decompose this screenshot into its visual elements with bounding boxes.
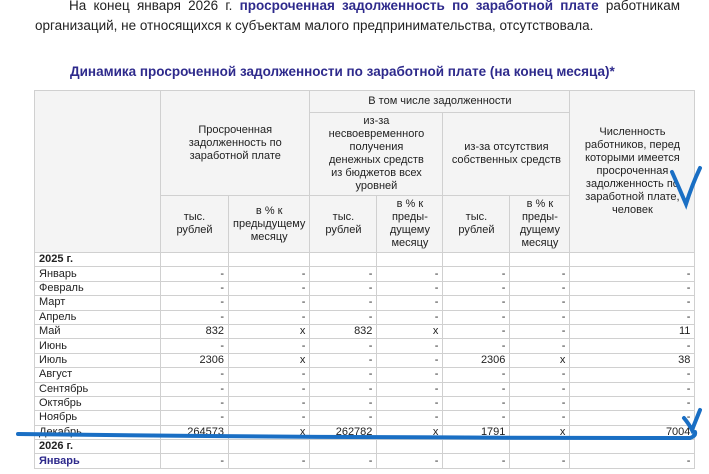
table-cell: - [570,368,695,382]
table-cell: - [510,396,570,410]
table-cell: - [510,382,570,396]
row-label: Январь [35,267,161,281]
table-cell: - [161,454,229,468]
table-cell: - [570,296,695,310]
intro-highlight: просроченная задолженность по заработной плате [239,0,599,13]
table-cell: - [510,411,570,425]
table-cell: 264573 [161,425,229,439]
table-cell: 262782 [310,425,377,439]
row-label: Сентябрь [35,382,161,396]
table-cell: - [443,339,510,353]
row-label: Май [35,324,161,338]
table-cell: - [161,396,229,410]
table-cell: 38 [570,353,695,367]
row-label: Ноябрь [35,411,161,425]
table-cell: - [570,454,695,468]
table-cell: - [377,310,443,324]
table-cell: - [377,296,443,310]
table-cell: - [229,339,310,353]
table-cell: - [229,411,310,425]
table-cell: - [443,281,510,295]
underline-stroke [18,432,695,438]
table-cell: - [310,296,377,310]
table-cell: x [377,324,443,338]
header-overdue: Просроченная задолженность по заработной плате [161,91,310,196]
table-cell: - [377,396,443,410]
table-cell: - [229,382,310,396]
row-label: Октябрь [35,396,161,410]
table-cell: - [377,339,443,353]
table-cell: - [510,454,570,468]
table-cell: - [310,368,377,382]
table-cell: - [510,368,570,382]
table-cell: - [570,382,695,396]
table-cell: 7004 [570,425,695,439]
row-label: Июнь [35,339,161,353]
table-cell: - [161,368,229,382]
table-cell: - [161,411,229,425]
table-cell: - [443,296,510,310]
header-workers: Численность работников, перед которыми имеется просроченная задолженность по заработной плате, человек [570,91,695,253]
table-cell: - [310,411,377,425]
table-cell: - [377,411,443,425]
table-cell: - [377,454,443,468]
table-cell: - [510,339,570,353]
intro-text-end: работникам организаций, не относящихся к субъектам малого предпринимательства, отсутствовала. [35,0,680,33]
table-cell: - [310,382,377,396]
row-label: 2026 г. [35,440,161,454]
table-cell: - [570,339,695,353]
row-label: Март [35,296,161,310]
table-cell: 832 [310,324,377,338]
table-cell: - [161,310,229,324]
table-cell: - [570,396,695,410]
header-including: В том числе задолженности [310,91,570,113]
header-pct: в % к преды-дущему месяцу [510,196,570,253]
row-label: Январь [35,454,161,468]
header-pct: в % к преды-дущему месяцу [377,196,443,253]
table-cell: x [229,353,310,367]
table-cell: - [377,382,443,396]
table-cell: - [443,382,510,396]
table-cell: - [570,310,695,324]
table-cell: - [443,396,510,410]
table-cell: - [310,353,377,367]
checkmark-icon [672,168,700,204]
header-th-rub: тыс. рублей [443,196,510,253]
table-cell: - [229,281,310,295]
table-cell: 2306 [161,353,229,367]
table-cell: - [310,454,377,468]
table-cell: - [443,310,510,324]
table-cell: - [310,281,377,295]
table-cell: - [443,411,510,425]
header-own: из-за отсутствия собственных средств [443,113,570,196]
table-cell: - [229,454,310,468]
table-cell: - [229,396,310,410]
table-cell: - [510,310,570,324]
checkmark-icon [684,410,700,430]
table-cell: - [443,368,510,382]
table-cell: - [570,411,695,425]
table-cell: - [161,296,229,310]
table-cell: - [443,324,510,338]
header-th-rub: тыс. рублей [161,196,229,253]
row-label: Апрель [35,310,161,324]
table-cell: - [310,339,377,353]
table-cell: - [377,267,443,281]
row-label: Февраль [35,281,161,295]
table-cell: - [310,267,377,281]
table-cell: - [310,396,377,410]
row-label: Июль [35,353,161,367]
header-budget: из-за несвоевременного получения денежных средств из бюджетов всех уровней [310,113,443,196]
table-cell: - [443,267,510,281]
table-cell: - [570,281,695,295]
header-pct: в % к предыдущему месяцу [229,196,310,253]
table-cell: - [510,324,570,338]
table-cell: - [510,281,570,295]
table-cell: - [510,296,570,310]
row-label: Август [35,368,161,382]
table-cell: - [229,310,310,324]
table-cell: - [377,353,443,367]
table-cell: x [229,324,310,338]
table-cell: - [161,281,229,295]
intro-text: На конец января 2026 г. [69,0,240,13]
table-cell: - [229,368,310,382]
table-cell: - [229,267,310,281]
table-cell: x [229,425,310,439]
table-cell: - [377,281,443,295]
table-cell: 11 [570,324,695,338]
table-cell: - [570,267,695,281]
header-th-rub: тыс. рублей [310,196,377,253]
row-label: Декабрь [35,425,161,439]
table-cell: x [510,425,570,439]
table-cell: - [443,454,510,468]
table-title: Динамика просроченной задолженности по заработной плате (на конец месяца)* [70,64,615,79]
table-cell: 2306 [443,353,510,367]
table-cell: - [229,296,310,310]
table-cell: 832 [161,324,229,338]
table-cell: x [510,353,570,367]
row-label: 2025 г. [35,253,161,267]
table-cell: - [161,267,229,281]
table-cell: - [510,267,570,281]
table-cell: x [377,425,443,439]
table-cell: - [161,382,229,396]
table-cell: 1791 [443,425,510,439]
table-cell: - [377,368,443,382]
table-cell: - [161,339,229,353]
table-cell: - [310,310,377,324]
